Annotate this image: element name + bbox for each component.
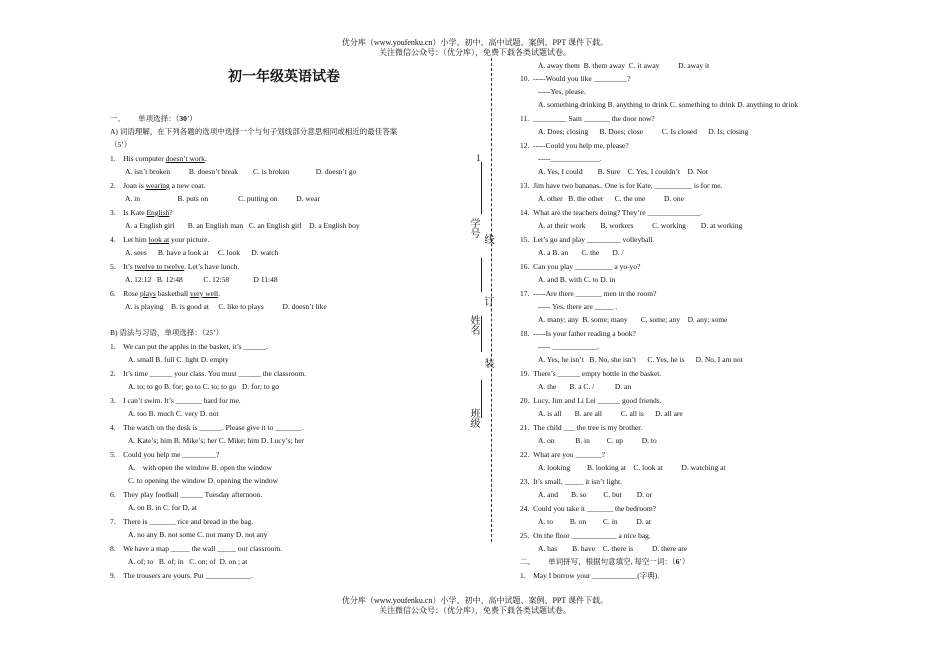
question-b3: 3. I can’t swim. It’s _______ hard for me. [110,396,241,405]
options-23: A. and B. so C. but D. or [538,490,653,499]
question-b6: 6. They play football ______ Tuesday afternoon. [110,490,263,499]
question-16: 16. Can you play __________ a yo-yo? [520,262,641,271]
options-20: A. is all B. are all C. all is D. all are [538,409,683,418]
question-18: 18. -----Is your father reading a book? [520,329,636,338]
options-b2: A. to; to go B. for; go to C. to; to go D. for; to go [128,382,280,391]
question-15: 15. Let’s go and play _________ volleyball. [520,235,655,244]
question-14: 14. What are the teachers doing? They’re ______________. [520,208,702,217]
question-a6: 6. Rose plays basketball very well. [110,289,221,298]
part-a-score: （5’） [110,140,132,149]
footer-line-2: 关注微信公众号：（优分库），免费下载各类试题试卷。 [379,606,571,615]
question-24: 24. Could you take it _______ the bedroom? [520,504,657,513]
options-a2: A. in B. puts on C. putting on D. wear [125,194,320,203]
label-name: 姓名 [468,315,479,335]
question-a4: 4. Let him look at your picture. [110,235,210,244]
binding-rule-4 [481,380,482,418]
options-b1: A. small B. full C. light D. empty [128,355,229,364]
question-s2-1: 1. May I borrow your ____________(字典). [520,571,660,580]
options-19: A. the B. a C. / D. an [538,382,632,391]
section-2-heading: 二、 单词拼写，根据句意填空, 每空一词：（6’） [520,557,690,566]
options-b5: A. with open the window B. open the window [128,463,272,472]
question-a2: 2. Joan is wearing a new coat. [110,181,206,190]
section-1-heading: 一、 单项选择：（30’） [110,114,197,123]
question-b1: 1. We can put the apples in the basket, it’s ______. [110,342,268,351]
options-a6: A. is playing B. is good at C. like to plays D. doesn’t like [125,302,327,311]
question-23: 23. It’s small, _____ it isn’t light. [520,477,622,486]
footer-line-1: 优分库（www.youfenku.cn）小学、初中、高中试题、案例、PPT 课件下载。 [341,596,609,605]
header-line-2: 关注微信公众号：（优分库），免费下载各类试题试卷。 [379,48,571,57]
page-title: 初一年级英语试卷 [228,69,340,85]
question-b7: 7. There is _______ rice and bread in the bag. [110,517,254,526]
binding-rule-2 [481,258,482,292]
options-16: A. and B. with C. to D. in [538,275,616,284]
question-a1: 1. His computer doesn’t work. [110,154,207,163]
options-12: A. Yes, I could B. Sure C. Yes, I couldn’t D. Not [538,167,708,176]
binding-mark: 1 [476,153,481,163]
question-11: 11. _________ Sam _______ the door now? [520,114,655,123]
options-22: A. looking B. looking at C. look at D. watching at [538,463,726,472]
question-b2: 2. It’s time ______ your class. You must ______ the classroom. [110,369,307,378]
question-17: 17. -----Are there _______ men in the room? [520,289,657,298]
options-b6: A. on B. in C. for D. at [128,503,197,512]
options-17: A. many; any B. some; many C. some; any D. any; some [538,315,728,324]
options-24: A. to B. on C. in D. at [538,517,651,526]
binding-zhuang: 装 [482,358,493,368]
question-17-reply: ----- Yes, there are _____ . [538,302,618,311]
part-b-heading: B) 语法与习语，单项选择：（25’） [110,328,224,337]
question-a5: 5. It’s twelve to twelve. Let’s have lunch. [110,262,240,271]
options-b8: A. of; to B. of; in C. on; of D. on ; at [128,557,248,566]
options-21: A. on B. in C. up D. to [538,436,657,445]
question-18-reply: ----- ____________. [538,342,600,351]
options-14: A. at their work B. workers C. working D. at working [538,221,743,230]
binding-rule-1 [481,162,482,214]
options-b7: A. no any B. not some C. not many D. not any [128,530,268,539]
options-b5-cont: C. to opening the window D. opening the window [128,476,278,485]
options-25: A. has B. have C. there is D. there are [538,544,688,553]
question-10-reply: -----Yes, please. [538,87,586,96]
binding-ding: 订 [482,296,493,306]
question-21: 21. The child ___ the tree is my brother. [520,423,643,432]
options-a1: A. isn’t broken B. doesn’t break C. is broken D. doesn’t go [125,167,357,176]
options-18: A. Yes, he isn’t B. No, she isn’t C. Yes, he is D. No, I am not [538,355,743,364]
question-b4: 4. The watch on the desk is ______. Please give it to _______. [110,423,304,432]
options-a4: A. sees B. have a look at C. look D. watch [125,248,279,257]
options-11: A. Does; closing B. Does; close C. Is closed D. Is; closing [538,127,749,136]
question-19: 19. There’s ______ empty bottle in the basket. [520,369,662,378]
binding-rule-3 [481,316,482,352]
question-a3: 3. Is Kate English? [110,208,173,217]
options-b4: A. Kate’s; him B. Mike’s; her C. Mike; him D. Lucy’s; her [128,436,305,445]
binding-xian: 线 [482,234,493,244]
part-a-heading: A) 词语理解，在下列各题的选项中选择一个与句子划线部分意思相同或相近的最佳答案 [110,127,398,136]
question-b8: 8. We have a map _____ the wall _____ our classroom. [110,544,283,553]
options-b3: A. too B. much C. very D. not [128,409,219,418]
options-15: A. a B. an C. the D. / [538,248,624,257]
label-class: 班级 [468,408,479,428]
label-student-id: 学号 [468,218,479,238]
options-a5: A. 12:12 B. 12:48 C. 12:58 D 11:48 [125,275,278,284]
question-10: 10. -----Would you like _________? [520,74,631,83]
question-b5: 5. Could you help me _________? [110,450,220,459]
header-line-1: 优分库（www.youfenku.cn）小学、初中、高中试题、案例、PPT 课件下载。 [341,38,609,47]
options-13: A. other B. the other C. the one D. one [538,194,685,203]
question-12: 12. -----Could you help me, please? [520,141,629,150]
options-10: A. something drinking B. anything to drink C. something to drink D. anything to drink [538,100,798,109]
question-22: 22. What are you _______? [520,450,605,459]
question-25: 25. On the floor ____________ a nice bag. [520,531,651,540]
question-20: 20. Lucy, Jim and Li Lei ______ good friends. [520,396,662,405]
options-b9: A. away them B. them away C. it away D. away it [538,61,710,70]
question-12-reply: -----_____________. [538,154,602,163]
options-a3: A. a English girl B. an English man C. an English girl D. a English boy [125,221,360,230]
question-b9: 9. The trousers are yours. Put ____________. [110,571,253,580]
question-13: 13. Jim have two bananas.. One is for Kate, __________ is for me. [520,181,723,190]
